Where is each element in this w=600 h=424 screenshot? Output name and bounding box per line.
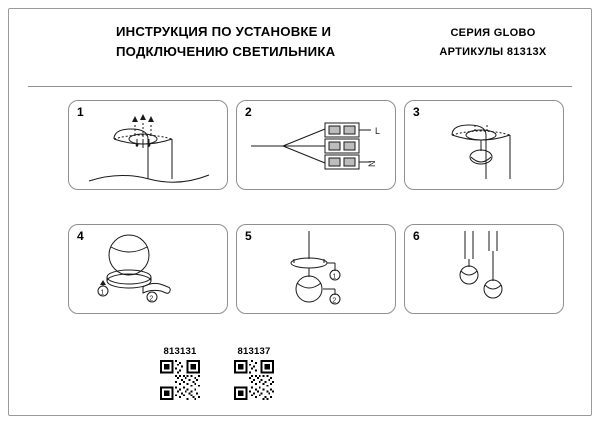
step-number-4: 4 bbox=[77, 229, 84, 243]
qr-group-813131 bbox=[150, 346, 210, 400]
article-label: АРТИКУЛЫ 81313X bbox=[439, 46, 547, 58]
step-5-illustration bbox=[237, 225, 397, 315]
qr-label-813131: 813131 bbox=[163, 346, 197, 357]
step-number-3: 3 bbox=[413, 105, 420, 119]
qr-group-813137 bbox=[224, 346, 284, 400]
step-card-2 bbox=[236, 100, 396, 190]
step-1-illustration bbox=[69, 101, 229, 191]
qr-label-813137: 813137 bbox=[237, 346, 271, 357]
step-number-2: 2 bbox=[245, 105, 252, 119]
header bbox=[28, 22, 564, 80]
step-card-5 bbox=[236, 224, 396, 314]
step-4-illustration bbox=[69, 225, 229, 315]
step-number-1: 1 bbox=[77, 105, 84, 119]
step-6-illustration bbox=[405, 225, 565, 315]
step-4-callout-2: 2 bbox=[149, 295, 154, 303]
step-card-1 bbox=[68, 100, 228, 190]
step-5-callout-1: 1 bbox=[332, 273, 337, 281]
header-divider bbox=[28, 86, 572, 87]
step-2-illustration bbox=[237, 101, 397, 191]
step-card-3 bbox=[404, 100, 564, 190]
step-number-5: 5 bbox=[245, 229, 252, 243]
step-card-6 bbox=[404, 224, 564, 314]
step-5-callout-2: 2 bbox=[332, 297, 337, 305]
step-4-callout-1: 1 bbox=[100, 289, 105, 297]
page-title: ИНСТРУКЦИЯ ПО УСТАНОВКЕ И ПОДКЛЮЧЕНИЮ СВЕТИЛЬНИКА bbox=[116, 24, 336, 59]
terminal-label-L: L bbox=[375, 126, 381, 136]
terminal-label-N: N bbox=[367, 160, 377, 167]
step-number-6: 6 bbox=[413, 229, 420, 243]
step-card-4 bbox=[68, 224, 228, 314]
step-3-illustration bbox=[405, 101, 565, 191]
series-label: СЕРИЯ GLOBO bbox=[450, 27, 536, 39]
qr-code-813131 bbox=[160, 360, 200, 400]
series-block bbox=[408, 24, 578, 62]
qr-code-813137 bbox=[234, 360, 274, 400]
